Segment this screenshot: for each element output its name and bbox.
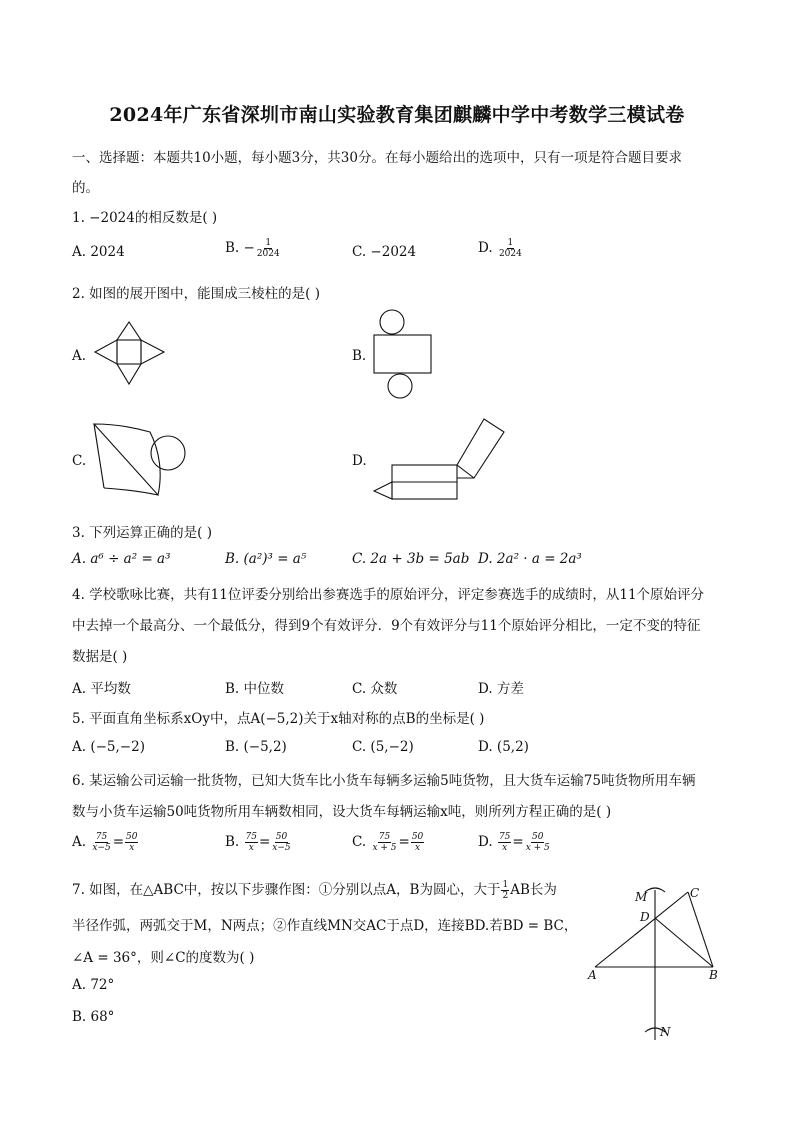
- q2-net-c: [90, 420, 190, 500]
- q5-stem: 5. 平面直角坐标系xOy中，点A(−5,2)关于x轴对称的点B的坐标是( ): [72, 711, 485, 727]
- q2-net-d: [370, 415, 510, 510]
- q7-stem-line1: 7. 如图，在△ABC中，按以下步骤作图：①分别以点A，B为圆心，大于 $\frac{1}{2}$ AB长为: [72, 880, 557, 901]
- q1-stem: 1. −2024的相反数是( ): [72, 210, 218, 226]
- q5-option-a: A. (−5,−2): [72, 739, 145, 755]
- q7-stem-line2: 半径作弧，两弧交于M，N两点；②作直线MN交AC于点D，连接BD.若BD = BC，: [72, 918, 578, 934]
- q7-label-c: C: [690, 886, 700, 900]
- q4-stem-line3: 数据是( ): [72, 649, 128, 665]
- q2-net-a: [90, 318, 170, 398]
- q4-stem-line1: 4. 学校歌咏比赛，共有11位评委分别给出参赛选手的原始评分，评定参赛选手的成绩时，从11个原始评分: [72, 587, 705, 603]
- q4-option-a: A. 平均数: [72, 681, 131, 697]
- q7-label-a: A: [588, 968, 597, 982]
- q3-option-c: C. 2a + 3b = 5ab: [352, 551, 470, 567]
- q2-option-c: C.: [72, 453, 87, 469]
- q1-option-b: B. − $\frac{1}{2024}$: [225, 238, 280, 259]
- q2-option-a: A.: [72, 348, 87, 364]
- q6-stem-line2: 数与小货车运输50吨货物所用车辆数相同，设大货车每辆运输x吨，则所列方程正确的是( ): [72, 804, 612, 820]
- q7-label-n: N: [660, 1025, 671, 1039]
- q5-option-b: B. (−5,2): [225, 739, 287, 755]
- q2-net-b: [370, 308, 440, 403]
- q2-stem: 2. 如图的展开图中，能围成三棱柱的是( ): [72, 286, 320, 302]
- q4-option-d: D. 方差: [478, 681, 524, 697]
- q7-label-b: B: [709, 968, 718, 982]
- q2-option-d: D.: [352, 453, 367, 469]
- q6-option-c: C. $\frac{75}{x + 5}$ = $\frac{50}{x}$: [352, 832, 424, 853]
- q5-option-c: C. (5,−2): [352, 739, 414, 755]
- q3-option-d: D. 2a² · a = 2a³: [478, 551, 582, 567]
- q6-option-b: B. $\frac{75}{x}$ = $\frac{50}{x-5}$: [225, 832, 291, 853]
- q7-triangle-figure: [580, 880, 740, 1050]
- q6-stem-line1: 6. 某运输公司运输一批货物，已知大货车比小货车每辆多运输5吨货物，且大货车运输75吨货物所用车辆: [72, 773, 696, 789]
- exam-title: 2024年广东省深圳市南山实验教育集团麒麟中学中考数学三模试卷: [109, 104, 685, 126]
- q4-option-b: B. 中位数: [225, 681, 285, 697]
- q2-option-b: B.: [352, 348, 367, 364]
- q3-option-a: A. a⁶ ÷ a² = a³: [72, 551, 171, 567]
- q1-option-d: D. $\frac{1}{2024}$: [478, 238, 522, 259]
- q7-option-b: B. 68°: [72, 1009, 115, 1025]
- q7-stem-line3: ∠A = 36°，则∠C的度数为( ): [72, 950, 255, 966]
- section-header: 一、选择题：本题共10小题，每小题3分，共30分。在每小题给出的选项中，只有一项是符合题目要求: [72, 150, 682, 166]
- q5-option-d: D. (5,2): [478, 739, 529, 755]
- q4-option-c: C. 众数: [352, 681, 398, 697]
- section-header-cont: 的。: [72, 180, 99, 196]
- q3-option-b: B. (a²)³ = a⁵: [225, 551, 307, 567]
- q6-option-a: A. $\frac{75}{x-5}$ = $\frac{50}{x}$: [72, 832, 138, 853]
- q6-option-d: D. $\frac{75}{x}$ = $\frac{50}{x + 5}$: [478, 832, 550, 853]
- q1-option-a: A. 2024: [72, 244, 125, 260]
- q4-stem-line2: 中去掉一个最高分、一个最低分，得到9个有效评分．9个有效评分与11个原始评分相比，一定不变的特征: [72, 618, 701, 634]
- q7-option-a: A. 72°: [72, 977, 115, 993]
- q7-label-m: M: [635, 890, 648, 904]
- q1-option-c: C. −2024: [352, 244, 417, 260]
- q3-stem: 3. 下列运算正确的是( ): [72, 525, 212, 541]
- q7-label-d: D: [640, 910, 650, 924]
